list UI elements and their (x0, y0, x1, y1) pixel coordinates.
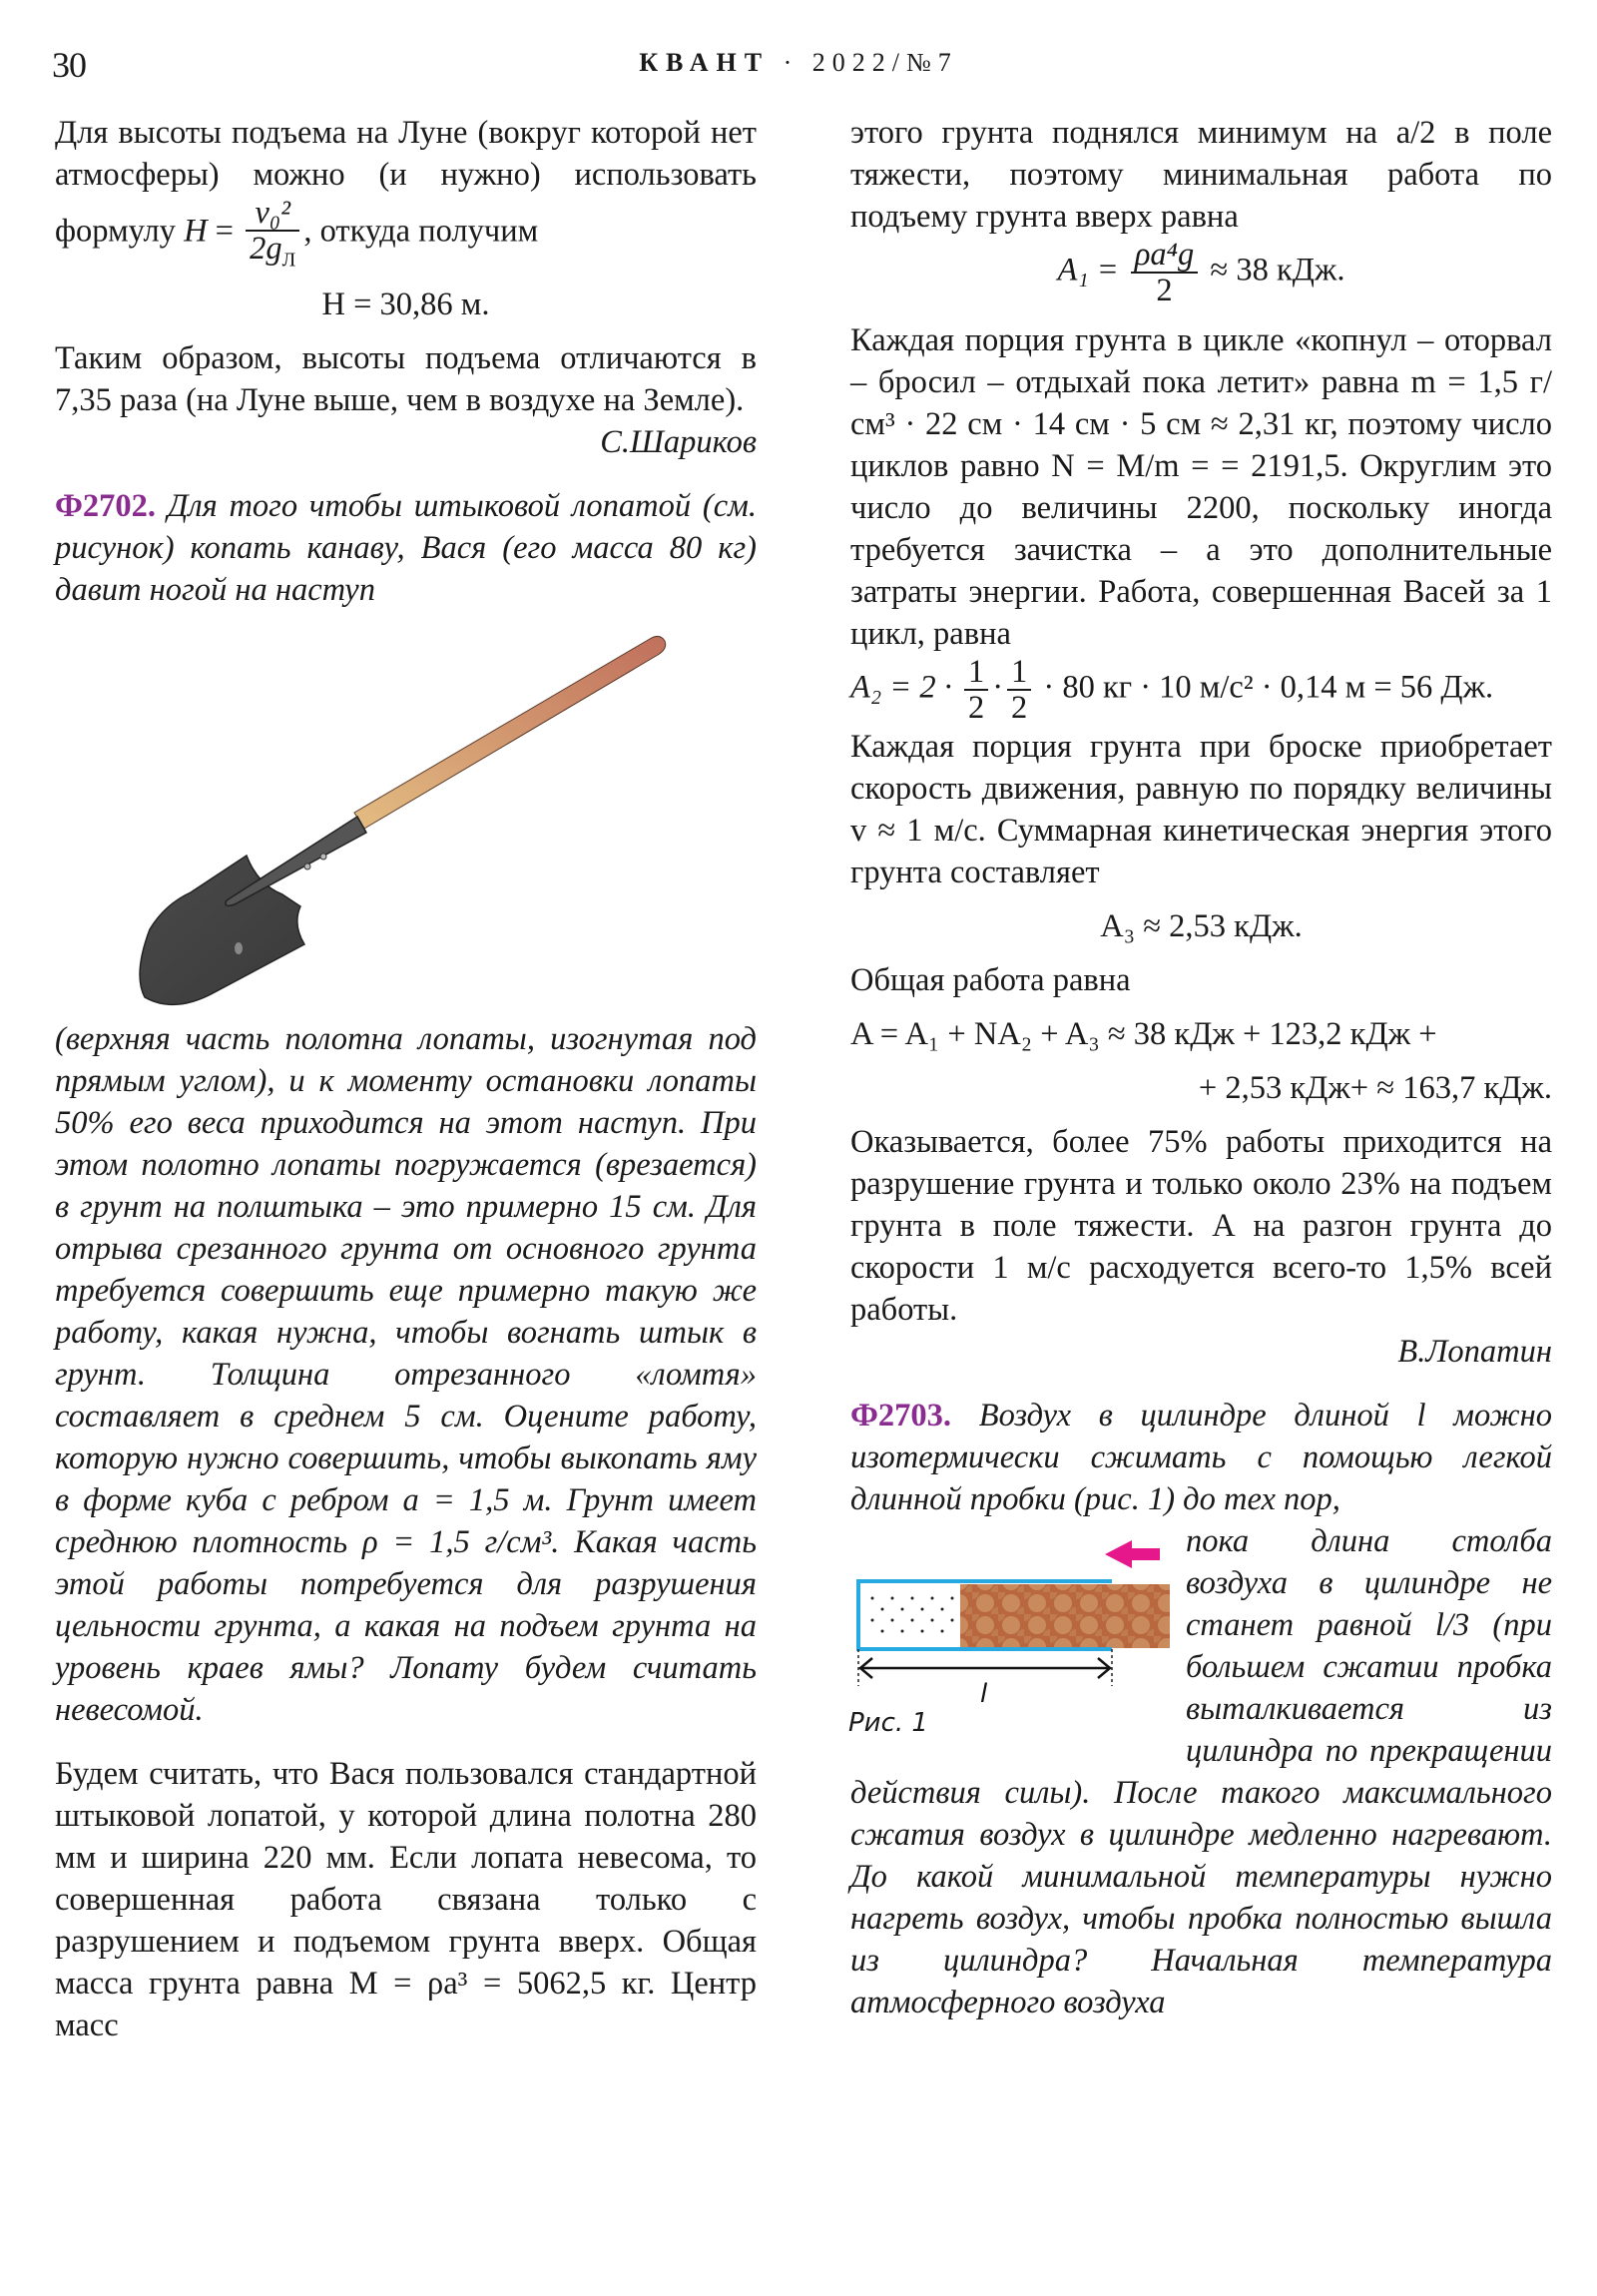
author-signature: В.Лопатин (1397, 1333, 1552, 1370)
plug (960, 1584, 1170, 1648)
paragraph: Таким образом, высоты подъема отличаются в 7,35 раза (на Луне выше, чем в воздухе на Земле). (55, 339, 757, 418)
problem-id: Ф2703. (850, 1397, 952, 1434)
cylinder-diagram (842, 1526, 1172, 1706)
formula-H-result: H = 30,86 м. (321, 286, 490, 322)
magazine-title: КВАНТ (639, 48, 771, 77)
fraction-numerator: v₀² (246, 196, 299, 232)
running-head (0, 48, 1597, 78)
page-number: 30 (52, 45, 86, 85)
author-signature: С.Шариков (600, 423, 757, 460)
paragraph: Для высоты подъема на Луне (вокруг которой нет атмосферы) можно (и нужно) использовать формулу H = $\frac{\text{v₀²}}{2g_Л}$ , откуда получим (55, 115, 757, 272)
left-column (55, 112, 757, 2046)
paragraph: Каждая порция грунта в цикле «копнул – оторвал – бросил – отдыхай пока летит» равна m = 1,5 г/см³ · 22 см · 14 см · 5 см ≈ 2,31 кг, поэтому число циклов равно N = M/m = = 2191,5. Округлим это число до величины 2200, поскольку иногда требуется зачистка – а это дополнительные затраты энергии. Работа, совершенная Васей за 1 цикл, равна (850, 322, 1552, 653)
formula-fraction: $\frac{\text{ρa⁴g}}{2}$ (1131, 238, 1198, 307)
problem-statement: Ф2703. Воздух в цилиндре длиной l можно изотермически сжимать с помощью легкой длинной пробки (рис. 1) до тех пор, (850, 1397, 1552, 1517)
shovel-handle (354, 636, 666, 829)
arrow-icon (1105, 1540, 1160, 1568)
fraction-denominator: $2g_Л$ (250, 231, 296, 272)
paragraph: Будем считать, что Вася пользовался стандартной штыковой лопатой, у которой длина полотна 280 мм и ширина 220 мм. Если лопата невесома, то совершенная работа связана только с разрушением и подъемом грунта вверх. Общая масса грунта равна M = ρa³ = 5062,5 кг. Центр масс (55, 1755, 757, 2043)
problem-statement-cont: пока длина столба воздуха в цилиндре не станет равной l/3 (при большем сжатии пробка выталкивается из цилиндра по прекращении действия силы). После такого максимального сжатия воздух в цилиндре медленно нагревают. До какой минимальной температуры нужно нагреть воздух, чтобы пробка полностью вышла из цилиндра? Начальная температура атмосферного воздуха (850, 1522, 1552, 2020)
paragraph: этого грунта поднялся минимум на a/2 в поле тяжести, поэтому минимальная работа по подъему грунта вверх равна (850, 115, 1552, 235)
formula-A2: A₂ = 2 · $\frac{1}{2}$ · $\frac{1}{2}$ · 80 кг · 10 м/с² · 0,14 м = 56 Дж. (850, 654, 1494, 727)
length-dimension-arrow (860, 1658, 1110, 1678)
shovel-illustration (55, 615, 757, 1014)
figure-caption: Рис. 1 (848, 1707, 928, 1738)
figure-1 (842, 1526, 1172, 1756)
formula-total-line2: + 2,53 кДж+ ≈ 163,7 кДж. (1198, 1069, 1552, 1106)
formula-A1: A₁ = $\frac{\text{ρa⁴g}}{2}$ ≈ 38 кДж. (1057, 237, 1345, 309)
problem-statement: Ф2702. Для того чтобы штыковой лопатой (см. рисунок) копать канаву, Вася (его масса 80 кг) давит ногой на наступ (55, 487, 757, 608)
air-dots (871, 1596, 954, 1632)
length-label: l (980, 1678, 988, 1706)
text: , откуда получим (303, 213, 539, 250)
paragraph: Оказывается, более 75% работы приходится на разрушение грунта и только около 23% на подъем грунта в поле тяжести. А на разгон грунта до скорости 1 м/с расходуется всего-то 1,5% всей работы. (850, 1123, 1552, 1328)
problem-statement-cont: (верхняя часть полотна лопаты, изогнутая под прямым углом), и к моменту остановки лопаты 50% его веса приходится на этот наступ. При этом полотно лопаты погружается (врезается) в грунт на полштыка – это примерно 15 см. Для отрыва срезанного грунта от основного грунта требуется совершить еще примерно такую же работу, какая нужна, чтобы вогнать штык в грунт. Толщина отрезанного «ломтя» составляет в среднем 5 см. Оцените работу, которую нужно совершить, чтобы выкопать яму в форме куба с ребром a = 1,5 м. Грунт имеет среднюю плотность ρ = 1,5 г/см³. Какая часть этой работы потребуется для разрушения цельности грунта, а какая на подъем грунта на уровень краев ямы? Лопату будем считать невесомой. (55, 1020, 757, 1728)
right-column (850, 112, 1552, 2023)
formula-fraction (246, 196, 299, 272)
paragraph: Общая работа равна (850, 961, 1131, 998)
issue-number: 2022/№7 (811, 48, 958, 77)
formula-A3: A₃ ≈ 2,53 кДж. (1100, 907, 1303, 944)
paragraph: Каждая порция грунта при броске приобретает скорость движения, равную по порядку величины v ≈ 1 м/с. Суммарная кинетическая энергия этого грунта составляет (850, 728, 1552, 890)
separator: · (783, 48, 799, 77)
text: Для высоты подъема на Луне (вокруг которой нет атмосферы) можно (и нужно) использовать формулу (55, 115, 757, 250)
formula-var-H: H (184, 213, 208, 250)
formula-total-line1: A = A₁ + NA₂ + A₃ ≈ 38 кДж + 123,2 кДж + (850, 1015, 1437, 1052)
problem-id: Ф2702. (55, 487, 157, 524)
